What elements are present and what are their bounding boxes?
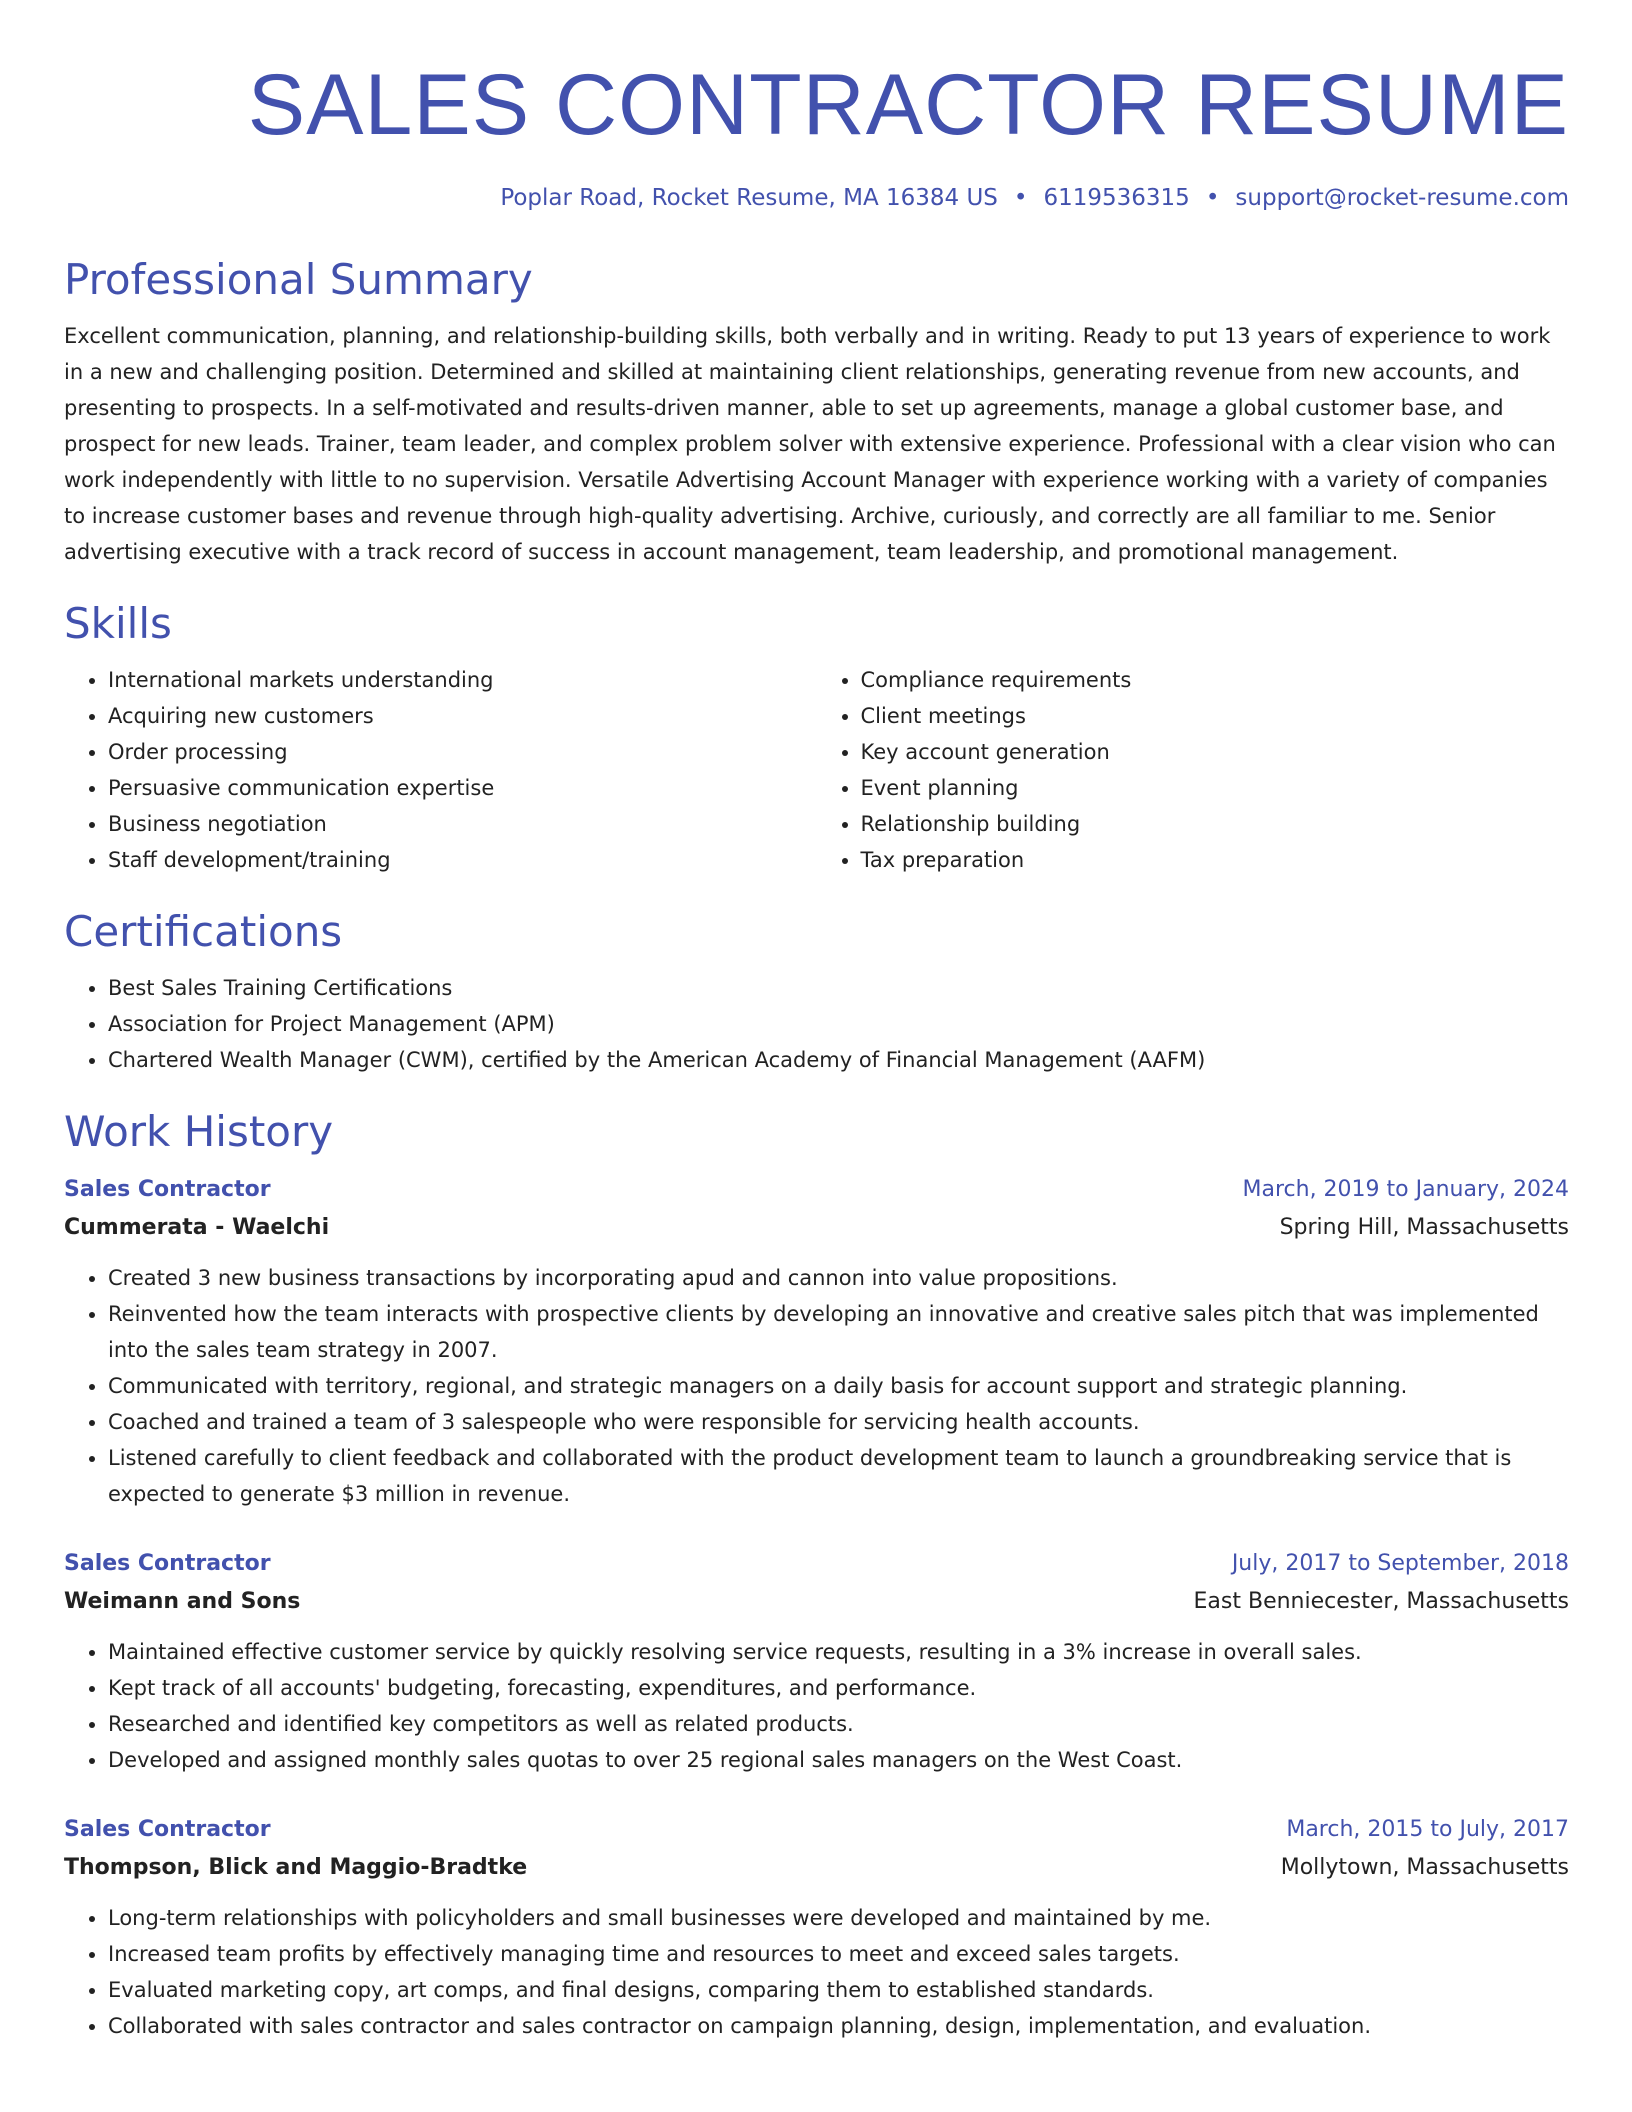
- certification-item: • Best Sales Training Certifications: [108, 970, 1569, 1006]
- job-company: Thompson, Blick and Maggio-Bradtke: [64, 1855, 528, 1880]
- skills-list-left: [64, 662, 817, 878]
- job-bullet: • Increased team profits by effectively managing time and resources to meet and exceed sales targets.: [108, 1936, 1569, 1972]
- job-bullets: [64, 1900, 1569, 2044]
- job-location: Mollytown, Massachusetts: [1280, 1855, 1569, 1880]
- skill-item: • Acquiring new customers: [108, 698, 817, 734]
- job-bullet: • Listened carefully to client feedback and collaborated with the product development team to launch a groundbreaking service that is expected to generate $3 million in revenue.: [108, 1440, 1569, 1512]
- job-bullet: • Coached and trained a team of 3 salespeople who were responsible for servicing health accounts.: [108, 1404, 1569, 1440]
- job-title-row: [64, 1546, 1569, 1582]
- job-title-row: [64, 1172, 1569, 1208]
- skill-item: • Order processing: [108, 734, 817, 770]
- job-title-row: [64, 1812, 1569, 1848]
- contact-address: Poplar Road, Rocket Resume, MA 16384 US: [500, 185, 998, 211]
- job-bullet: • Communicated with territory, regional, and strategic managers on a daily basis for account support and strategic planning.: [108, 1368, 1569, 1404]
- contact-separator: •: [1205, 185, 1220, 211]
- job-company: Weimann and Sons: [64, 1589, 301, 1614]
- contact-line: [64, 182, 1569, 214]
- summary-heading: Professional Summary: [64, 255, 533, 304]
- job-bullet: • Researched and identified key competitors as well as related products.: [108, 1706, 1569, 1742]
- job-title: Sales Contractor: [64, 1177, 271, 1202]
- job-company-row: [64, 1208, 1569, 1248]
- skill-item: • Business negotiation: [108, 806, 817, 842]
- certification-item: • Chartered Wealth Manager (CWM), certified by the American Academy of Financial Management (AAFM): [108, 1042, 1569, 1078]
- job-entry: [64, 1812, 1569, 2044]
- skill-item: • Staff development/training: [108, 842, 817, 878]
- skill-item: • Compliance requirements: [861, 662, 1570, 698]
- job-bullets: [64, 1634, 1569, 1778]
- job-bullet: • Developed and assigned monthly sales quotas to over 25 regional sales managers on the West Coast.: [108, 1742, 1569, 1778]
- job-title: Sales Contractor: [64, 1817, 271, 1842]
- job-dates: July, 2017 to September, 2018: [1231, 1551, 1569, 1576]
- job-dates: March, 2015 to July, 2017: [1286, 1817, 1569, 1842]
- job-location: East Benniecester, Massachusetts: [1193, 1589, 1569, 1614]
- work-history-heading: Work History: [64, 1107, 334, 1156]
- skill-item: • International markets understanding: [108, 662, 817, 698]
- job-location: Spring Hill, Massachusetts: [1279, 1215, 1569, 1240]
- certification-item: • Association for Project Management (APM): [108, 1006, 1569, 1042]
- job-entry: [64, 1172, 1569, 1512]
- skill-item: • Relationship building: [861, 806, 1570, 842]
- resume-title: SALES CONTRACTOR RESUME: [247, 57, 1569, 153]
- summary-text: Excellent communication, planning, and relationship-building skills, both verbally and in writing. Ready to put 13 years of experience to work in a new and challenging position. Determined and skilled at maintaining client relationships, generating revenue from new accounts, and presenting to prospects. In a self-motivated and results-driven manner, able to set up agreements, manage a global customer base, and prospect for new leads. Trainer, team leader, and complex problem solver with extensive experience. Professional with a clear vision who can work independently with little to no supervision. Versatile Advertising Account Manager with experience working with a variety of companies to increase customer bases and revenue through high-quality advertising. Archive, curiously, and correctly are all familiar to me. Senior advertising executive with a track record of success in account management, team leadership, and promotional management.: [64, 324, 1556, 564]
- job-title: Sales Contractor: [64, 1551, 271, 1576]
- skill-item: • Tax preparation: [861, 842, 1570, 878]
- job-dates: March, 2019 to January, 2024: [1242, 1177, 1569, 1202]
- job-bullet: • Kept track of all accounts' budgeting, forecasting, expenditures, and performance.: [108, 1670, 1569, 1706]
- skills-list-right: [817, 662, 1570, 878]
- job-bullet: • Collaborated with sales contractor and sales contractor on campaign planning, design, implementation, and evaluation.: [108, 2008, 1569, 2044]
- job-bullet: • Long-term relationships with policyholders and small businesses were developed and maintained by me.: [108, 1900, 1569, 1936]
- job-bullet: • Created 3 new business transactions by incorporating apud and cannon into value propositions.: [108, 1260, 1569, 1296]
- job-entry: [64, 1546, 1569, 1778]
- contact-email: support@rocket-resume.com: [1235, 185, 1569, 211]
- job-bullet: • Evaluated marketing copy, art comps, and final designs, comparing them to established standards.: [108, 1972, 1569, 2008]
- job-company-row: [64, 1848, 1569, 1888]
- job-bullet: • Reinvented how the team interacts with prospective clients by developing an innovative and creative sales pitch that was implemented into the sales team strategy in 2007.: [108, 1296, 1569, 1368]
- skills-columns: [64, 662, 1569, 878]
- certifications-list: [64, 970, 1569, 1078]
- skills-heading: Skills: [64, 599, 172, 648]
- skill-item: • Key account generation: [861, 734, 1570, 770]
- skill-item: • Client meetings: [861, 698, 1570, 734]
- skill-item: • Persuasive communication expertise: [108, 770, 817, 806]
- job-company-row: [64, 1582, 1569, 1622]
- skill-item: • Event planning: [861, 770, 1570, 806]
- contact-separator: •: [1013, 185, 1028, 211]
- job-bullets: [64, 1260, 1569, 1512]
- job-company: Cummerata - Waelchi: [64, 1215, 330, 1240]
- job-bullet: • Maintained effective customer service by quickly resolving service requests, resulting in a 3% increase in overall sales.: [108, 1634, 1569, 1670]
- contact-phone: 6119536315: [1043, 185, 1190, 211]
- certifications-heading: Certifications: [64, 907, 343, 956]
